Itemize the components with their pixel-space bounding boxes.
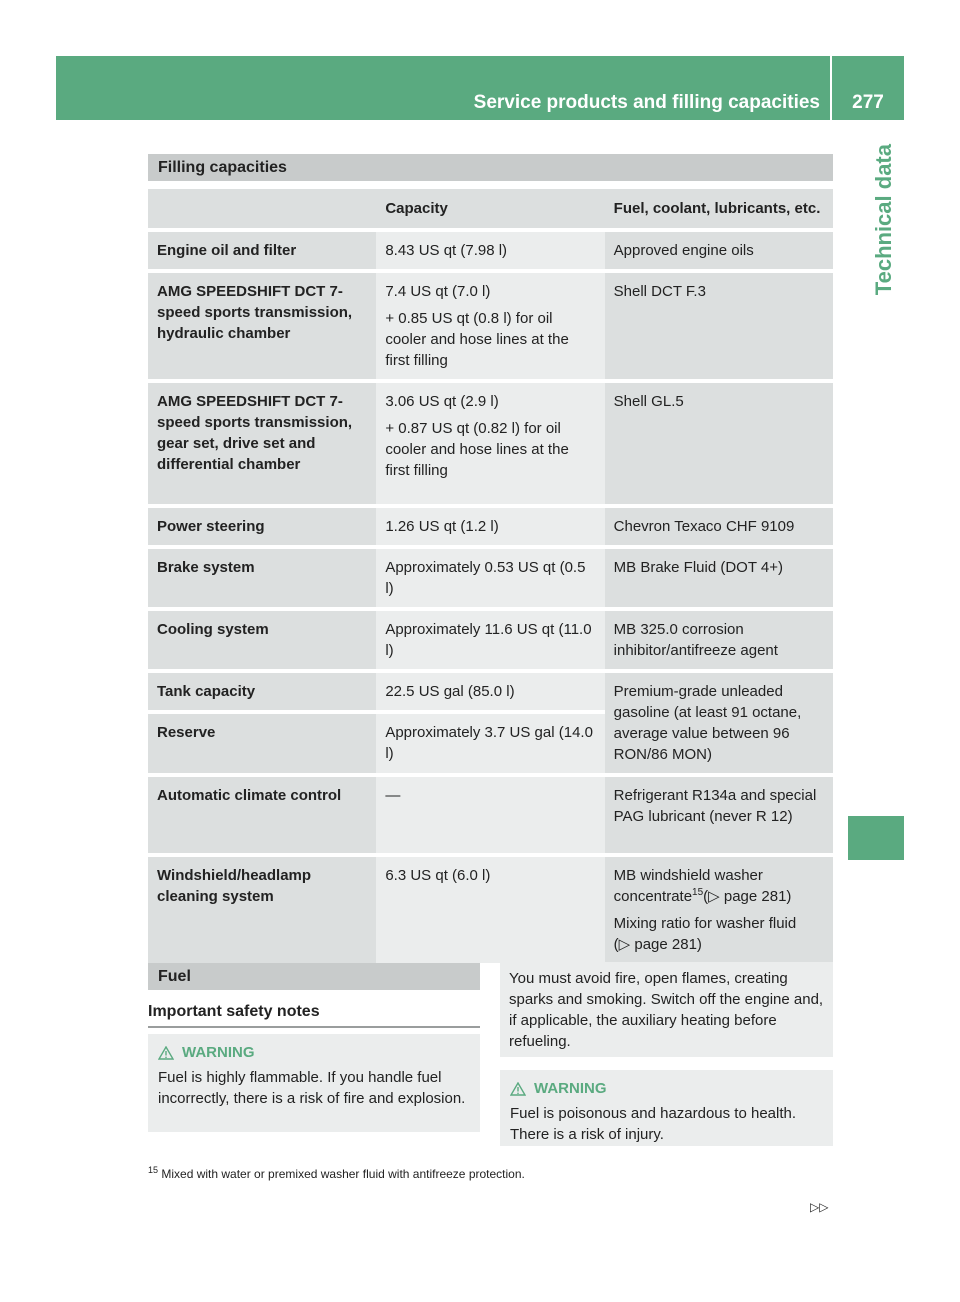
table-row	[148, 232, 833, 269]
row-capacity	[376, 549, 604, 607]
capacity-text: 3.06 US qt (2.9 l)	[385, 393, 499, 410]
footnote-text: Mixed with water or premixed washer fluid with antifreeze protection.	[161, 1167, 525, 1181]
row-item: Brake system	[148, 549, 376, 607]
table-row	[148, 273, 833, 379]
capacity-text: 22.5 US gal (85.0 l)	[385, 683, 515, 700]
row-capacity	[376, 383, 604, 504]
side-tab-label: Technical data	[871, 144, 896, 296]
side-tab-marker	[848, 816, 904, 860]
washer-concentrate-text	[614, 865, 824, 907]
mixing-ratio-label: Mixing ratio for washer fluid	[613, 915, 797, 932]
warning-title	[510, 1078, 823, 1099]
row-capacity	[376, 857, 604, 963]
fuel-heading: Fuel	[148, 963, 480, 990]
row-fluid	[605, 383, 833, 504]
fluid-text: MB Brake Fluid (DOT 4+)	[613, 559, 784, 576]
table-row	[148, 508, 833, 545]
row-fluid	[605, 857, 833, 963]
fluid-text: Shell DCT F.3	[613, 283, 706, 300]
column-header-fluid: Fuel, coolant, lubricants, etc.	[605, 189, 833, 228]
continue-arrows-icon: ▷▷	[810, 1200, 829, 1214]
page-ref-link[interactable]: (▷ page 281)	[613, 936, 702, 953]
page-number: 277	[852, 92, 884, 113]
table-row	[148, 777, 833, 853]
side-tab	[848, 120, 904, 800]
row-capacity	[376, 611, 604, 669]
row-item: Automatic climate control	[148, 777, 376, 853]
warning-text: Fuel is highly flammable. If you handle fuel incorrectly, there is a risk of fire and explosion.	[158, 1069, 466, 1107]
footnote-number: 15	[148, 1165, 159, 1175]
mixing-ratio-text	[614, 913, 824, 955]
capacity-text: Approximately 11.6 US qt (11.0 l)	[385, 621, 592, 659]
row-capacity	[376, 673, 604, 710]
row-capacity	[376, 508, 604, 545]
row-fluid	[605, 549, 833, 607]
table-row	[148, 383, 833, 504]
washer-concentrate-label: MB windshield washer concentrate	[613, 867, 763, 905]
row-item: Reserve	[148, 714, 376, 773]
table-row	[148, 549, 833, 607]
header-divider	[830, 56, 832, 120]
row-fluid	[605, 673, 833, 773]
fuel-warning-box	[148, 1034, 480, 1132]
warning-triangle-icon	[158, 1046, 174, 1060]
row-fluid	[605, 777, 833, 853]
capacity-note: + 0.85 US qt (0.8 l) for oil cooler and hose lines at the first filling	[385, 310, 569, 369]
fluid-text: Refrigerant R134a and special PAG lubricant (never R 12)	[613, 787, 817, 825]
fluid-text: Approved engine oils	[613, 242, 754, 259]
fluid-text: Shell GL.5	[613, 393, 684, 410]
row-fluid	[605, 508, 833, 545]
warning-triangle-icon	[510, 1082, 526, 1096]
row-item: Cooling system	[148, 611, 376, 669]
fluid-text: Premium-grade unleaded gasoline (at least 91 octane, average value between 96 RON/86 MON)	[613, 683, 802, 763]
filling-capacities-table	[148, 185, 833, 967]
warning-title	[158, 1042, 470, 1063]
row-capacity	[376, 777, 604, 853]
row-capacity	[376, 714, 604, 773]
row-item: Windshield/headlamp cleaning system	[148, 857, 376, 963]
warning-text: Fuel is poisonous and hazardous to health. There is a risk of injury.	[510, 1105, 797, 1143]
table-row	[148, 857, 833, 963]
row-fluid	[605, 232, 833, 269]
capacity-text: 6.3 US qt (6.0 l)	[385, 867, 491, 884]
capacity-text: Approximately 0.53 US qt (0.5 l)	[385, 559, 586, 597]
table-row	[148, 673, 833, 710]
capacity-text: 1.26 US qt (1.2 l)	[385, 518, 499, 535]
warning-label: WARNING	[182, 1044, 255, 1061]
column-header-item	[148, 189, 376, 228]
table-row	[148, 611, 833, 669]
footnote	[148, 1166, 848, 1182]
row-capacity	[376, 232, 604, 269]
row-fluid	[605, 273, 833, 379]
fluid-text: MB 325.0 corrosion inhibitor/antifreeze agent	[613, 621, 778, 659]
footnote-ref: 15	[692, 887, 704, 898]
info-text: You must avoid fire, open flames, creating sparks and smoking. Switch off the engine and, if applicable, the auxiliary heating before refueling.	[509, 970, 824, 1050]
column-header-capacity: Capacity	[376, 189, 604, 228]
row-item: Tank capacity	[148, 673, 376, 710]
header-title: Service products and filling capacities	[473, 92, 820, 113]
capacity-note: + 0.87 US qt (0.82 l) for oil cooler and hose lines at the first filling	[385, 420, 569, 479]
table-header-row	[148, 189, 833, 228]
safety-notes-heading: Important safety notes	[148, 1000, 480, 1028]
row-fluid	[605, 611, 833, 669]
capacity-text: —	[385, 787, 401, 804]
warning-label: WARNING	[534, 1080, 607, 1097]
row-item: Power steering	[148, 508, 376, 545]
filling-capacities-heading: Filling capacities	[148, 154, 833, 181]
page-header	[56, 56, 904, 120]
row-capacity	[376, 273, 604, 379]
row-item: Engine oil and filter	[148, 232, 376, 269]
capacity-text: 7.4 US qt (7.0 l)	[385, 283, 491, 300]
capacity-text: Approximately 3.7 US gal (14.0 l)	[385, 724, 593, 763]
fluid-text: Chevron Texaco CHF 9109	[613, 518, 795, 535]
page-ref-link[interactable]: (▷ page 281)	[703, 888, 792, 905]
row-item: AMG SPEEDSHIFT DCT 7-speed sports transmission, gear set, drive set and differential chamber	[148, 383, 376, 504]
fuel-poison-warning-box	[500, 1070, 833, 1146]
row-item: AMG SPEEDSHIFT DCT 7-speed sports transmission, hydraulic chamber	[148, 273, 376, 379]
capacity-text: 8.43 US qt (7.98 l)	[385, 242, 508, 259]
fuel-info-box	[500, 962, 833, 1057]
